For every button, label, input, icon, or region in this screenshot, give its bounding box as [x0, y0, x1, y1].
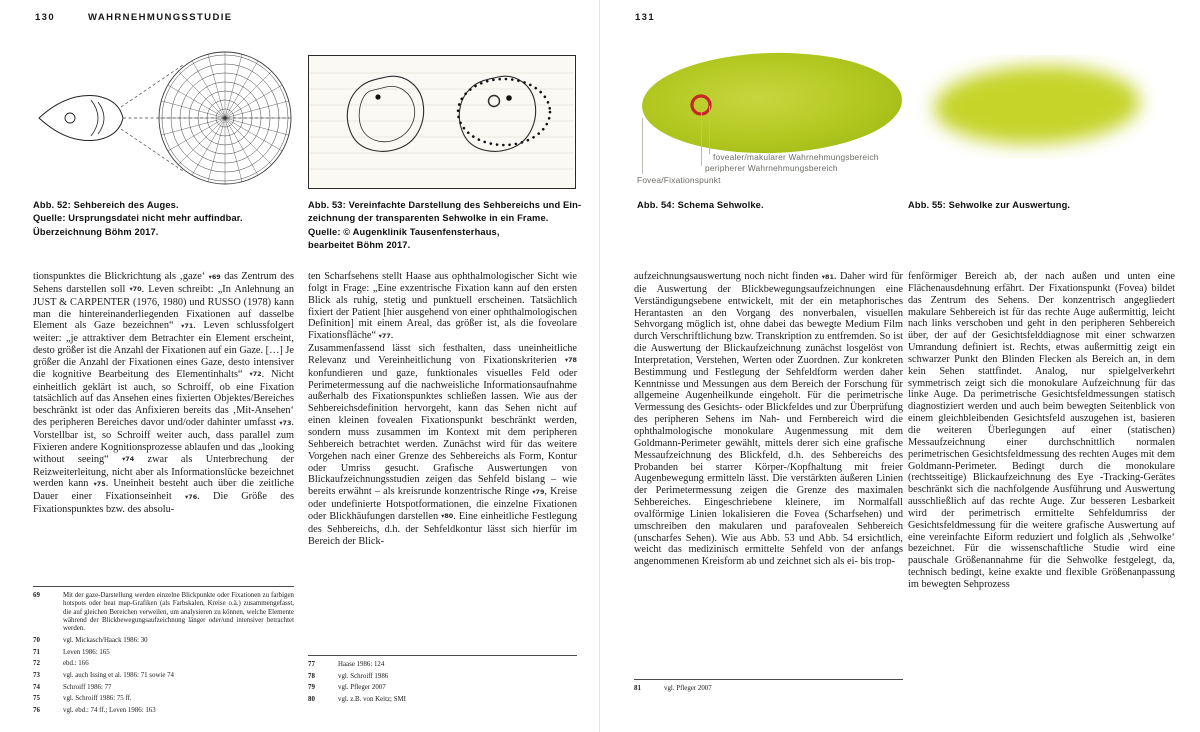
footnote-number: 73	[33, 671, 40, 679]
footnote-number: 80	[308, 696, 315, 704]
leader-line-foveal	[709, 106, 710, 154]
caption-line: Abb. 55: Sehwolke zur Auswertung.	[908, 200, 1071, 210]
pupil-circle	[65, 113, 75, 123]
footnote-text: vgl. ebd.: 74 ff.; Leven 1986: 163	[63, 707, 156, 714]
footnote-number: 72	[33, 660, 40, 668]
footnote-number: 71	[33, 648, 40, 656]
left-fixation-dot	[375, 94, 380, 99]
footnote-marker: ▾72	[249, 370, 262, 379]
footnote-marker: ▾70	[129, 285, 142, 294]
caption-line: Quelle: © Augenklinik Tausenfensterhaus,	[308, 226, 500, 237]
footnote-number: 75	[33, 695, 40, 703]
body-column-130-1	[33, 271, 294, 587]
footnote-text: vgl. Schroiff 1986	[338, 672, 389, 680]
caption-line: bearbeitet Böhm 2017.	[308, 240, 411, 251]
body-column-131-1	[634, 271, 903, 674]
footnote-number: 76	[33, 707, 40, 714]
sehwolke-ellipse	[641, 50, 904, 156]
paragraph: tionspunktes die Blickrichtung als ‚gaze‘ ▾69 das Zentrum des Sehens darstellen soll ▾70. Leven schreibt: „In Anlehnung an JUST & CARPENTER (1976, 1980) und RUSSO (1978) kann man die hintereinanderliegenden Fixationen auf dasselbe Element als Gaze bezeichnen“ ▾71. Leven schlussfolgert weiter: „je attraktiver dem Betrachter ein Element erscheint, desto größer ist die Anzahl der Fixationen auf ein Gaze. […] Je größer die Anzahl der Fixationen eines Gaze, desto intensiver die kognitive Bearbeitung des Elementinhalts“ ▾72. Nicht einheitlich geklärt ist auch, so Schroiff, ob eine Fixation tatsächlich auf das Ansehen eines fixierten Objektes/Bereiches beschränkt ist oder das Anfixieren bereits das ‚Mit-Ansehen‘ des peripheren Bereiches davor und/oder dahinter umfasst ▾73. Vorstellbar ist, so Schroiff weiter auch, dass parallel zum Fixieren andere Kognitionsprozesse ablaufen und das „looking without seeing“ ▾74 zwar als Unterbrechung der Reizweiterleitung, nicht aber als Informationslücke bezeichnet werden kann ▾75. Uneinheit besteht auch über die zeitliche Dauer einer Fixationseinheit ▾76. Die Größe des Fixationspunktes bzw. des absolu-	[33, 271, 294, 516]
footnote-marker: ▾74	[122, 455, 135, 464]
footnote-text: Haase 1986: 124	[338, 661, 385, 668]
fig55-caption	[908, 199, 1070, 212]
caption-line: Überzeichnung Böhm 2017.	[33, 226, 159, 237]
paragraph: fenförmiger Bereich ab, der nach außen und unten eine Flächenausdehnung erfährt. Der Fixationspunkt (Fovea) bildet das Zentrum des Sehens. Der konzentrisch angegliedert makulare Sehbereich ist für das rechte Auge außermittig, leicht nach links verschoben und geht in den peripheren Sehbereich über, der auf der Gesichtsfelddiagnose mit einer schwarzen Umrandung definiert ist. Rechts, etwas außermittig zeigt ein schwarzer Punkt den Blinden Flecken als Bereich an, in dem kein Sehen stattfindet. Analog, nur spielgelverkehrt symmetrisch zeigt sich die monokulare Aufzeichnung für das linke Auge. Da perimetrische Gesichtsfeldmessungen statisch diagnostiziert werden und auch beim bewegten Seitenblick von einem gleichbleibenden Gesichtsfeld auszugehen ist, basieren die weiteren Überlegungen auf einer (statischen) Messaufzeichnung einer durchschnittlich normalen perimetrischen Gesichtsfeldmessung des rechten Auges mit dem Goldmann-Perimeter. Bedingt durch die monokulare (rechtsseitige) Blickaufzeichnung des Eye -Tracking-Gerätes beschränkt sich die nachfolgende Ausführung und Auswertung ausschließlich auf das rechte Auge. Zur besseren Lesbarkeit wird der perimetrisch ermittelte Sehfeldumriss der Gesichtsfeldmessung für die weitere grafische Auswertung auf eine vereinfachte Eiform reduziert und folglich als ‚Sehwolke‘ bezeichnet. Für die wissenschaftliche Studie wird eine pauschale Größenannahme für die Sehwolke festgelegt, da, technisch bedingt, keine exakte und flexible Größenanpassung im bewegten Sehprozess	[908, 271, 1175, 590]
label-fovea-point: Fovea/Fixationspunkt	[637, 175, 721, 185]
footnote-number: 74	[33, 683, 40, 691]
right-fixation-dot	[506, 95, 512, 101]
footnote-number: 78	[308, 672, 315, 680]
paragraph: Zusammenfassend lässt sich festhalten, dass uneinheitliche Relevanz und Vereinheitlichung von Fixationskriterien ▾78 konfundieren und gaze, funktionales visuelles Feld oder Perimetermessung auf die nachweisliche Informationsaufnahme außerhalb des Fixationspunktes schließen lassen. Wie aus der Sehbereichsdefinition hervorgeht, kann das Sehen nicht auf einen kleinen fovealen Fixationspunkt beschränkt werden, sondern muss zusammen im Kontext mit dem peripheren Sehbereich betrachtet werden. Zunächst wird für das weitere Vorgehen nach einer Grenze des Sehbereichs als Form, Kontur oder Umriss gesucht. Grafische Auswertungen von Blickaufzeichnungsstudien zeigen das Sehfeld bislang – wie bereits erwähnt – als kreisrunde konzentrische Ringe ▾79, Kreise oder undefinierte Hotspotformationen, die einzelne Fixationen oder Blickhäufungen darstellen ▾80. Eine einheitliche Festlegung des Sehbereichs, d.h. der Sehfeldkontur lässt sich hierfür im Bereich der Blick-	[308, 343, 577, 547]
footnote-item	[634, 685, 903, 693]
footnote-item	[33, 637, 294, 645]
caption-line: Abb. 52: Sehbereich des Auges.	[33, 200, 179, 210]
footnote-item	[308, 661, 577, 669]
footnote-marker: ▾80	[441, 512, 454, 521]
footnote-text: Schroiff 1986: 77	[63, 683, 112, 691]
caption-line: Abb. 54: Schema Sehwolke.	[637, 200, 764, 210]
footnote-marker: ▾77	[378, 331, 391, 340]
caption-line: Quelle: Ursprungsdatei nicht mehr auffindbar.	[33, 213, 243, 224]
footnote-item	[33, 592, 294, 633]
page-gutter	[599, 0, 600, 732]
fig52-caption	[33, 199, 243, 239]
footnote-marker: ▾69	[208, 272, 221, 281]
footnote-item	[33, 707, 294, 715]
footnotes-130-col1	[33, 586, 294, 719]
footnote-item	[308, 696, 577, 704]
paragraph: ten Scharfsehens stellt Haase aus ophthalmologischer Sicht wie folgt in Frage: „Eine exzentrische Fixation kann auf den ersten Blick als ruhig, stetig und punktuell erscheinen. Tatsächlich fixiert der Patient [hier ausgehend von einer ophthalmologischen Definition] mit einem Areal, das größer ist, als die foveolare Fixationsfläche“ ▾77.	[308, 271, 577, 342]
footnote-marker: ▾73	[279, 418, 292, 427]
eye-diagram-figure	[33, 44, 295, 192]
label-peripheral-area: peripherer Wahrnehmungsbereich	[705, 163, 838, 173]
footnote-text: ebd.: 166	[63, 660, 89, 668]
sehwolke-blur-figure	[910, 55, 1164, 159]
page-number-right: 131	[635, 12, 656, 23]
leader-line-peripheral	[701, 112, 702, 166]
footnotes-131-col1	[634, 679, 903, 697]
footnote-item	[33, 672, 294, 680]
footnote-item	[33, 649, 294, 657]
footnote-marker: ▾76	[185, 492, 198, 501]
footnote-text: Leven 1986: 165	[63, 648, 110, 656]
footnote-text: vgl. Pfleger 2007	[664, 685, 712, 692]
caption-line: Abb. 53: Vereinfachte Darstellung des Sehbereichs und Ein-	[308, 200, 582, 210]
footnote-marker: ▾78	[564, 356, 577, 365]
footnote-number: 70	[33, 636, 40, 644]
footnote-marker: ▾71	[181, 321, 194, 330]
footnote-text: vgl. Pfleger 2007	[338, 684, 386, 692]
fig53-caption	[308, 199, 581, 253]
footnote-marker: ▾79	[532, 487, 545, 496]
footnotes-130-col2	[308, 655, 577, 708]
footnote-marker: ▾75	[93, 479, 106, 488]
footnote-text: vgl. Mickasch/Haack 1986: 30	[63, 636, 148, 644]
fig54-caption	[637, 199, 764, 212]
footnote-item	[308, 673, 577, 681]
page-number-left: 130	[35, 12, 56, 23]
footnote-text: vgl. auch Issing et al. 1986: 71 sowie 74	[63, 671, 175, 679]
lens-arc-2	[98, 102, 104, 134]
sehwolke-schema-figure	[640, 50, 906, 156]
footnote-text: vgl. z.B. von Keitz; SMI	[338, 696, 406, 704]
leader-line-fovea	[642, 118, 643, 174]
footnote-item	[33, 660, 294, 668]
eye-schematic	[39, 95, 123, 140]
body-column-131-2	[908, 271, 1175, 692]
footnote-number: 81	[634, 685, 641, 692]
footnote-number: 69	[33, 592, 40, 599]
eye-outline	[39, 95, 123, 140]
body-column-130-2	[308, 271, 577, 651]
footnote-text: Mit der gaze-Darstellung werden einzelne Blickpunkte oder Fixationen zu farbigen hotspots oder heat map-Grafiken (als Farbskalen, Kreise o.ä.) zusammengefasst, die auf gleichen Bereichen verweilen, um analysieren zu können, welche Elemente während der Blickbewegungsaufzeichnung länger oder/und intensiver betrachtet werden.	[63, 592, 294, 633]
label-foveal-area: fovealer/makularer Wahrnehmungsbereich	[713, 152, 879, 162]
footnote-item	[308, 684, 577, 692]
paragraph: aufzeichnungsauswertung noch nicht finden ▾81. Daher wird für die Auswertung der Blickbewegungsaufzeichnungen eine Verständigungsebene entwickelt, mit der ein metaphorisches Herantasten an den Vorgang des nonverbalen, visuellen Sehvorgang möglich ist, ohne dabei das bewegte Medium Film durch Verschriftlichung bzw. Transkription zu entfremden. So ist die Auswertung der Blickaufzeichnung zunächst losgelöst von Interpretation, Verstehen, Werten oder Zuordnen. Zur konkreten Bestimmung und Festlegung der Sehfeldform werden daher Kenntnisse und Messungen aus dem Bereich der Forschung für allgemeine Augenheilkunde eingeholt. Für die perimetrische Vermessung des Gesichts- oder Blickfeldes und zur Überprüfung des peripheren Sehens im Nah- und Fernbereich wird die ophthalmologische monokulare Augenmessung mit dem Goldmann-Perimeter gewählt, mittels derer sich eine grafische Messaufzeichnung des Blickfeld, d.h. des Sehbereichs des Probanden bei starrer Körper-/Kopfhaltung mit freier Augenbewegung ermitteln lässt. Die verstärkten äußeren Linien der Perimetermessung zeigen die Grenze des maximalen Sehbereiches. Eingeschriebene kleinere, im Normalfall ovalförmige Linien lokalisieren die Fovea (Scharfsehen) und umschreiben den makularen und parafovealen Sehbereich (unscharfes Sehen). Wie aus Abb. 53 und Abb. 54 ersichtlich, weicht das medizinisch ermittelte Sehfeld von der anfangs angenommenen Kreisform ab und zeichnet sich als ei- bis trop-	[634, 271, 903, 568]
running-head: WAHRNEHMUNGSSTUDIE	[88, 12, 233, 23]
caption-line: zeichnung der transparenten Sehwolke in ein Frame.	[308, 213, 549, 224]
footnote-marker: ▾81	[821, 272, 834, 281]
sehwolke-blurred-ellipse	[933, 62, 1142, 147]
footnote-text: vgl. Schroiff 1986: 75 ff.	[63, 695, 132, 703]
sehbereich-frame-figure	[308, 55, 576, 189]
footnote-item	[33, 684, 294, 692]
footnote-number: 77	[308, 661, 315, 668]
frame-border	[309, 56, 576, 189]
lens-arc	[91, 100, 98, 136]
footnote-number: 79	[308, 684, 315, 692]
footnote-item	[33, 695, 294, 703]
